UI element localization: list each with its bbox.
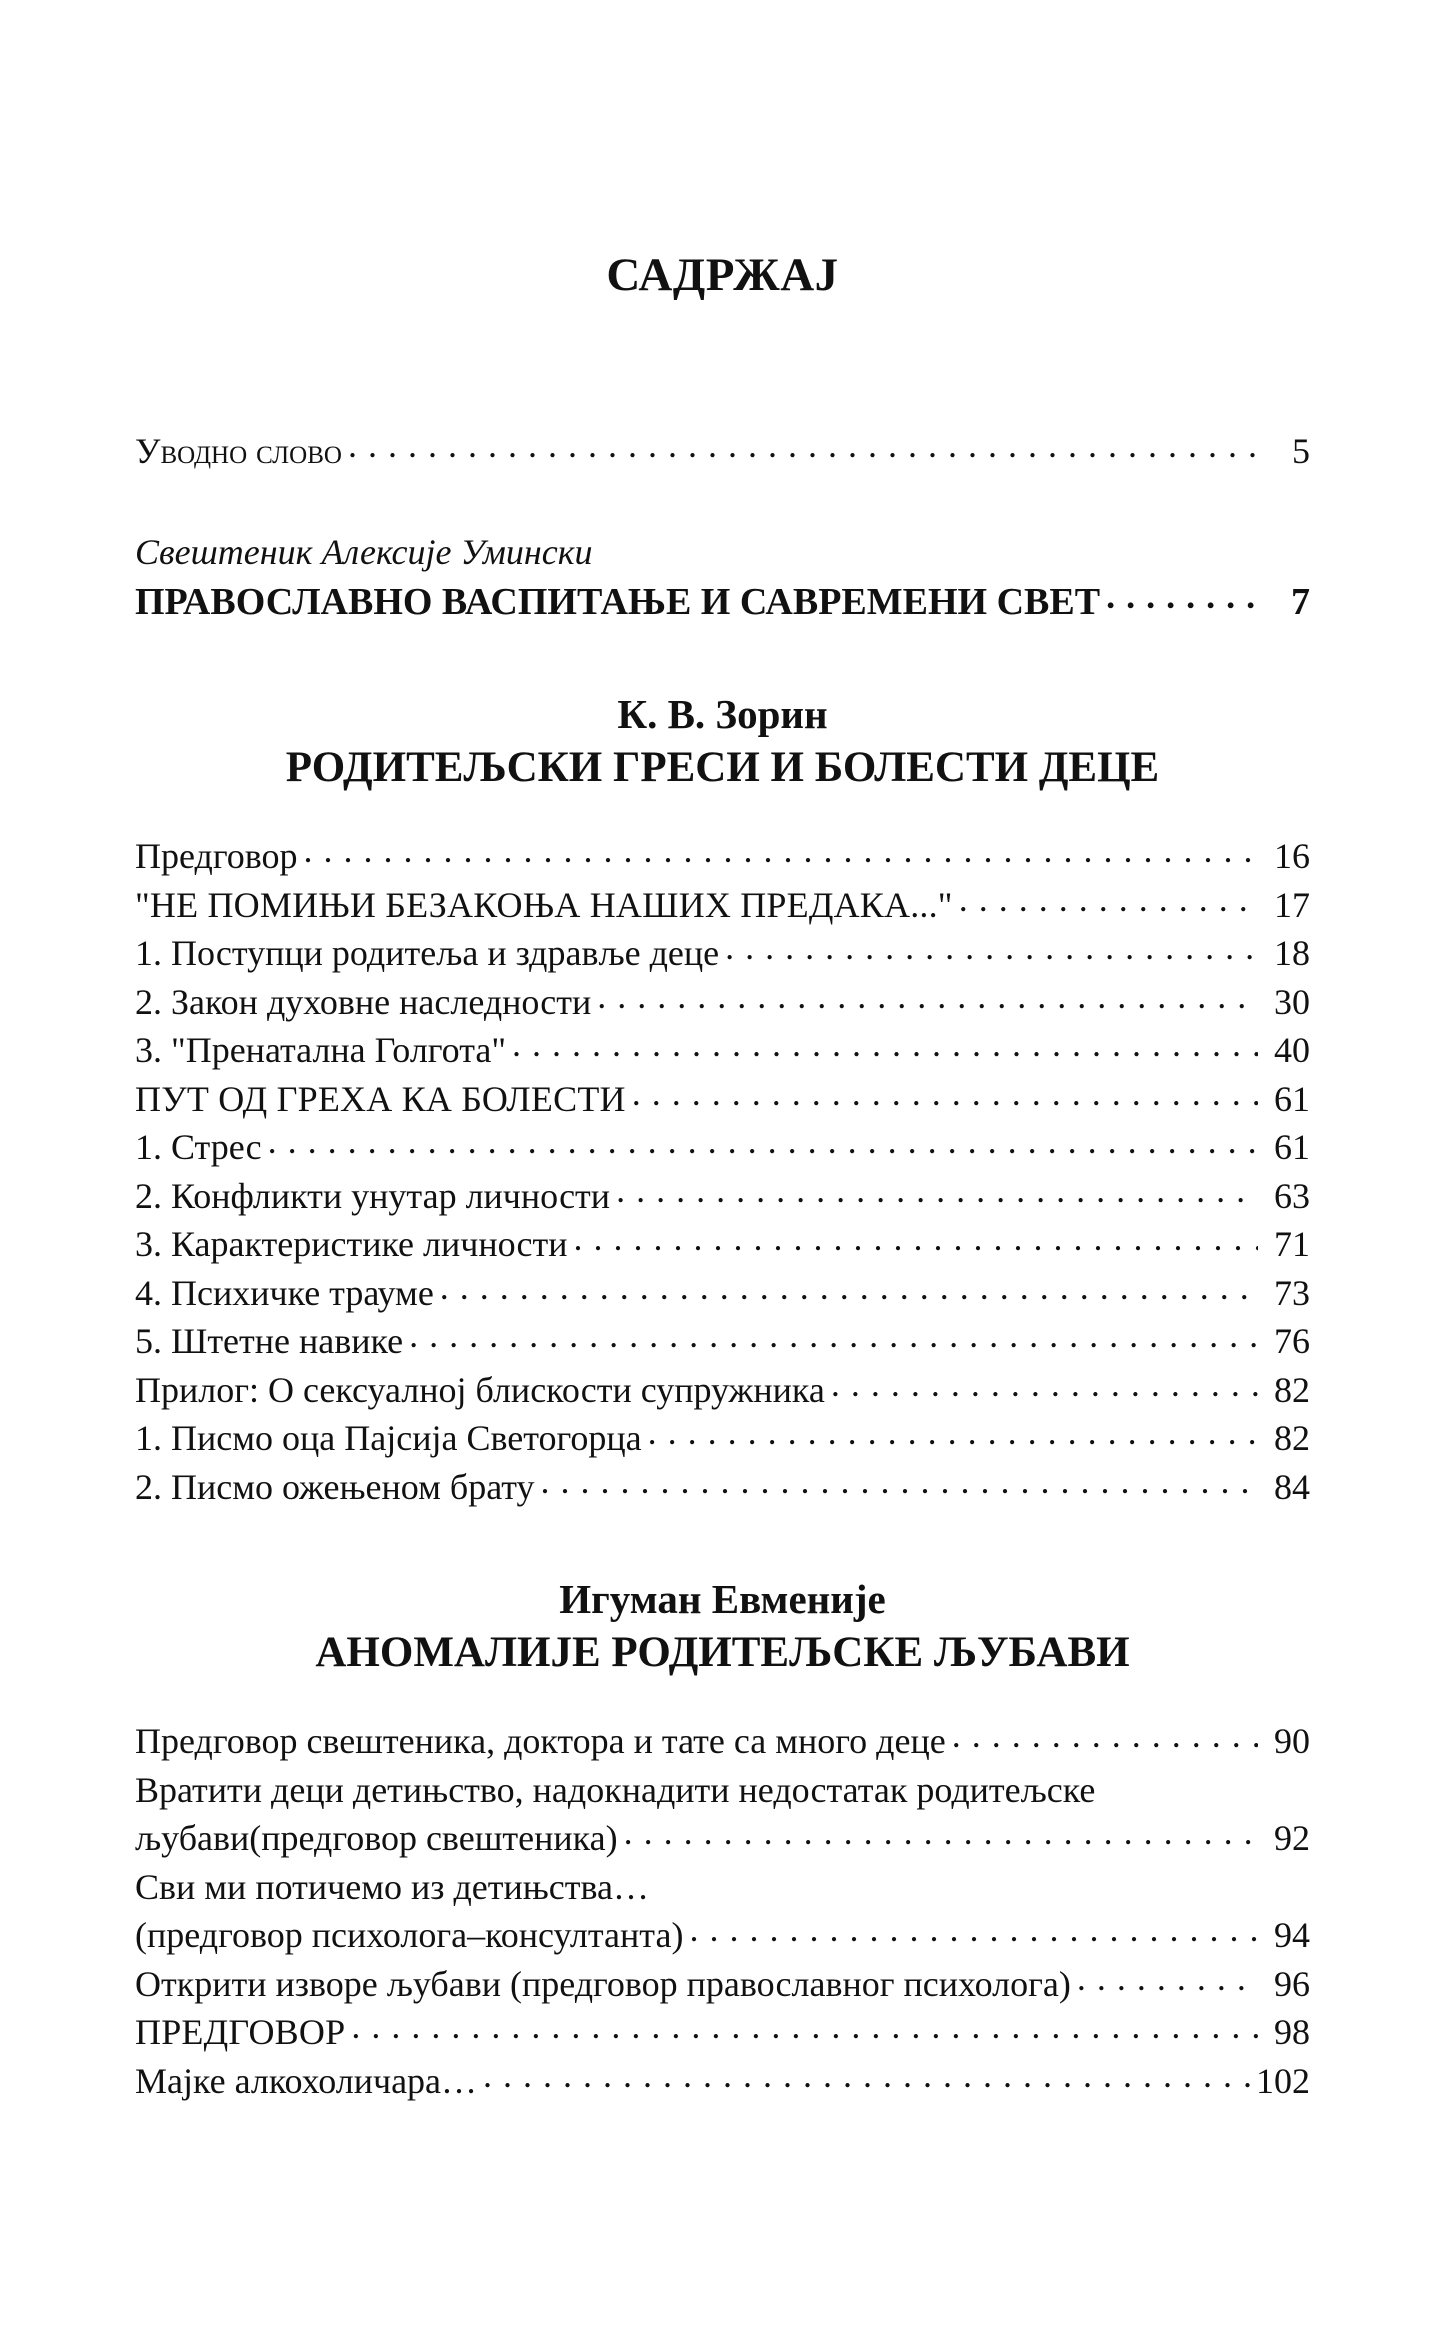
toc-entry[interactable] [135,1269,1310,1318]
section-author-0: Свештеник Алексије Умински [135,531,593,572]
dot-leader [268,1123,1258,1159]
toc-entry[interactable] [135,1026,1310,1075]
toc-entry-page: 96 [1274,1963,1310,2004]
dot-leader [409,1317,1258,1353]
toc-entry-page: 63 [1274,1175,1310,1216]
toc-entry-label: љубави(предговор свештеника) [135,1818,618,1858]
dot-leader [648,1414,1258,1450]
dot-leader [624,1814,1258,1850]
toc-entry[interactable] [135,1863,1310,1960]
toc-entry-label: 2. Писмо ожењеном брату [135,1466,535,1507]
toc-entry-label: Предговор [135,836,298,876]
spacer [135,1681,1310,1717]
toc-entry-page: 71 [1274,1224,1310,1264]
toc-entry-label: Предговор свештеника, доктора и тате са много деце [135,1721,946,1761]
section-author-1: К. В. Зорин [617,691,828,737]
toc-entry[interactable] [135,1414,1310,1463]
toc-entry-intro[interactable] [135,427,1310,476]
dot-leader [1106,576,1258,614]
toc-list-1 [135,832,1310,1511]
dot-leader [632,1075,1258,1111]
toc-entry-label: ПУТ ОД ГРЕХА КА БОЛЕСТИ [135,1078,626,1119]
toc-entry[interactable] [135,1717,1310,1766]
toc-entry-page: 102 [1256,2060,1310,2101]
toc-entry-page: 61 [1274,1127,1310,1167]
dot-leader [574,1220,1258,1256]
toc-entry[interactable] [135,1172,1310,1221]
toc-entry-label: 1. Поступци родитеља и здравље деце [135,933,720,973]
toc-entry-label: 3. Карактеристике личности [135,1224,568,1264]
dot-leader [303,832,1258,868]
toc-entry-label-line1: Сви ми потичемо из детињства… [135,1866,650,1907]
section-work-0[interactable] [135,576,1310,627]
dot-leader [512,1026,1258,1062]
toc-entry[interactable] [135,881,1310,930]
dot-leader [597,978,1258,1014]
spacer [135,626,1310,688]
section-work-page-0: 7 [1291,580,1310,623]
dot-leader [616,1172,1258,1208]
toc-entry[interactable] [135,1366,1310,1415]
toc-entry-page: 61 [1274,1078,1310,1119]
section-work-title-0: ПРАВОСЛАВНО ВАСПИТАЊЕ И САВРЕМЕНИ СВЕТ [135,580,1101,623]
toc-entry-label: 2. Закон духовне наследности [135,981,592,1022]
toc-entry-page: 16 [1274,836,1310,876]
toc-entry-label: Уводно слово [135,431,342,471]
toc-entry[interactable] [135,1766,1310,1863]
toc-content [135,427,1310,2105]
toc-entry-page: 82 [1274,1369,1310,1410]
toc-entry-label: Мајке алкохоличара… [135,2060,478,2101]
toc-entry-page: 98 [1274,2012,1310,2052]
toc-entry-page: 90 [1274,1721,1310,1761]
toc-entry-page: 76 [1274,1321,1310,1361]
toc-entry-label: Открити изворе љубави (предговор православног психолога) [135,1963,1071,2004]
toc-entry-page: 5 [1292,431,1310,471]
toc-entry-page: 94 [1274,1915,1310,1955]
toc-list-2 [135,1717,1310,2105]
section-work-title-1: РОДИТЕЉСКИ ГРЕСИ И БОЛЕСТИ ДЕЦЕ [285,744,1160,791]
toc-entry-page: 30 [1274,981,1310,1022]
toc-entry-label: 4. Психичке трауме [135,1272,434,1313]
toc-entry[interactable] [135,929,1310,978]
toc-entry[interactable] [135,2008,1310,2057]
dot-leader [959,881,1258,917]
dot-leader [348,427,1258,463]
dot-leader [689,1911,1258,1947]
dot-leader [1077,1960,1258,1996]
toc-entry-label: 5. Штетне навике [135,1321,404,1361]
toc-entry-label: 2. Конфликти унутар личности [135,1175,611,1216]
toc-entry[interactable] [135,1317,1310,1366]
toc-entry-page: 18 [1274,933,1310,973]
toc-entry-page: 82 [1274,1418,1310,1458]
toc-entry-page: 92 [1274,1818,1310,1858]
toc-entry[interactable] [135,1463,1310,1512]
toc-entry[interactable] [135,1960,1310,2009]
toc-entry-label-line1: Вратити деци детињство, надокнадити недостатак родитељске [135,1769,1096,1810]
toc-entry-label: Прилог: О сексуалној блискости супружника [135,1369,825,1410]
dot-leader [541,1463,1259,1499]
spacer [135,796,1310,832]
spacer [135,476,1310,528]
section-author-2: Игуман Евменије [559,1576,886,1622]
dot-leader [351,2008,1258,2044]
dot-leader [952,1717,1258,1753]
dot-leader [483,2057,1250,2093]
dot-leader [831,1366,1258,1402]
spacer [135,1511,1310,1573]
toc-entry-page: 84 [1274,1466,1310,1507]
toc-entry[interactable] [135,2057,1310,2106]
toc-entry-page: 40 [1274,1030,1310,1070]
section-work-title-2: АНОМАЛИЈЕ РОДИТЕЉСКЕ ЉУБАВИ [315,1629,1130,1676]
toc-entry-label: 1. Писмо оца Пајсија Светогорца [135,1418,642,1458]
page-title: САДРЖАЈ [606,249,839,301]
toc-entry[interactable] [135,1075,1310,1124]
toc-entry-label: 1. Стрес [135,1127,262,1167]
toc-entry-label: "НЕ ПОМИЊИ БЕЗАКОЊА НАШИХ ПРЕДАКА..." [135,884,953,925]
toc-entry-page: 73 [1274,1272,1310,1313]
toc-entry-label: 3. "Пренатална Голгота" [135,1030,507,1070]
toc-entry[interactable] [135,1123,1310,1172]
spacer-after-title [0,299,1445,427]
toc-entry-label: ПРЕДГОВОР [135,2012,346,2052]
dot-leader [725,929,1258,965]
toc-entry[interactable] [135,1220,1310,1269]
toc-entry[interactable] [135,978,1310,1027]
toc-entry[interactable] [135,832,1310,881]
toc-entry-page: 17 [1274,884,1310,925]
dot-leader [440,1269,1258,1305]
toc-entry-label: (предговор психолога–консултанта) [135,1915,684,1955]
